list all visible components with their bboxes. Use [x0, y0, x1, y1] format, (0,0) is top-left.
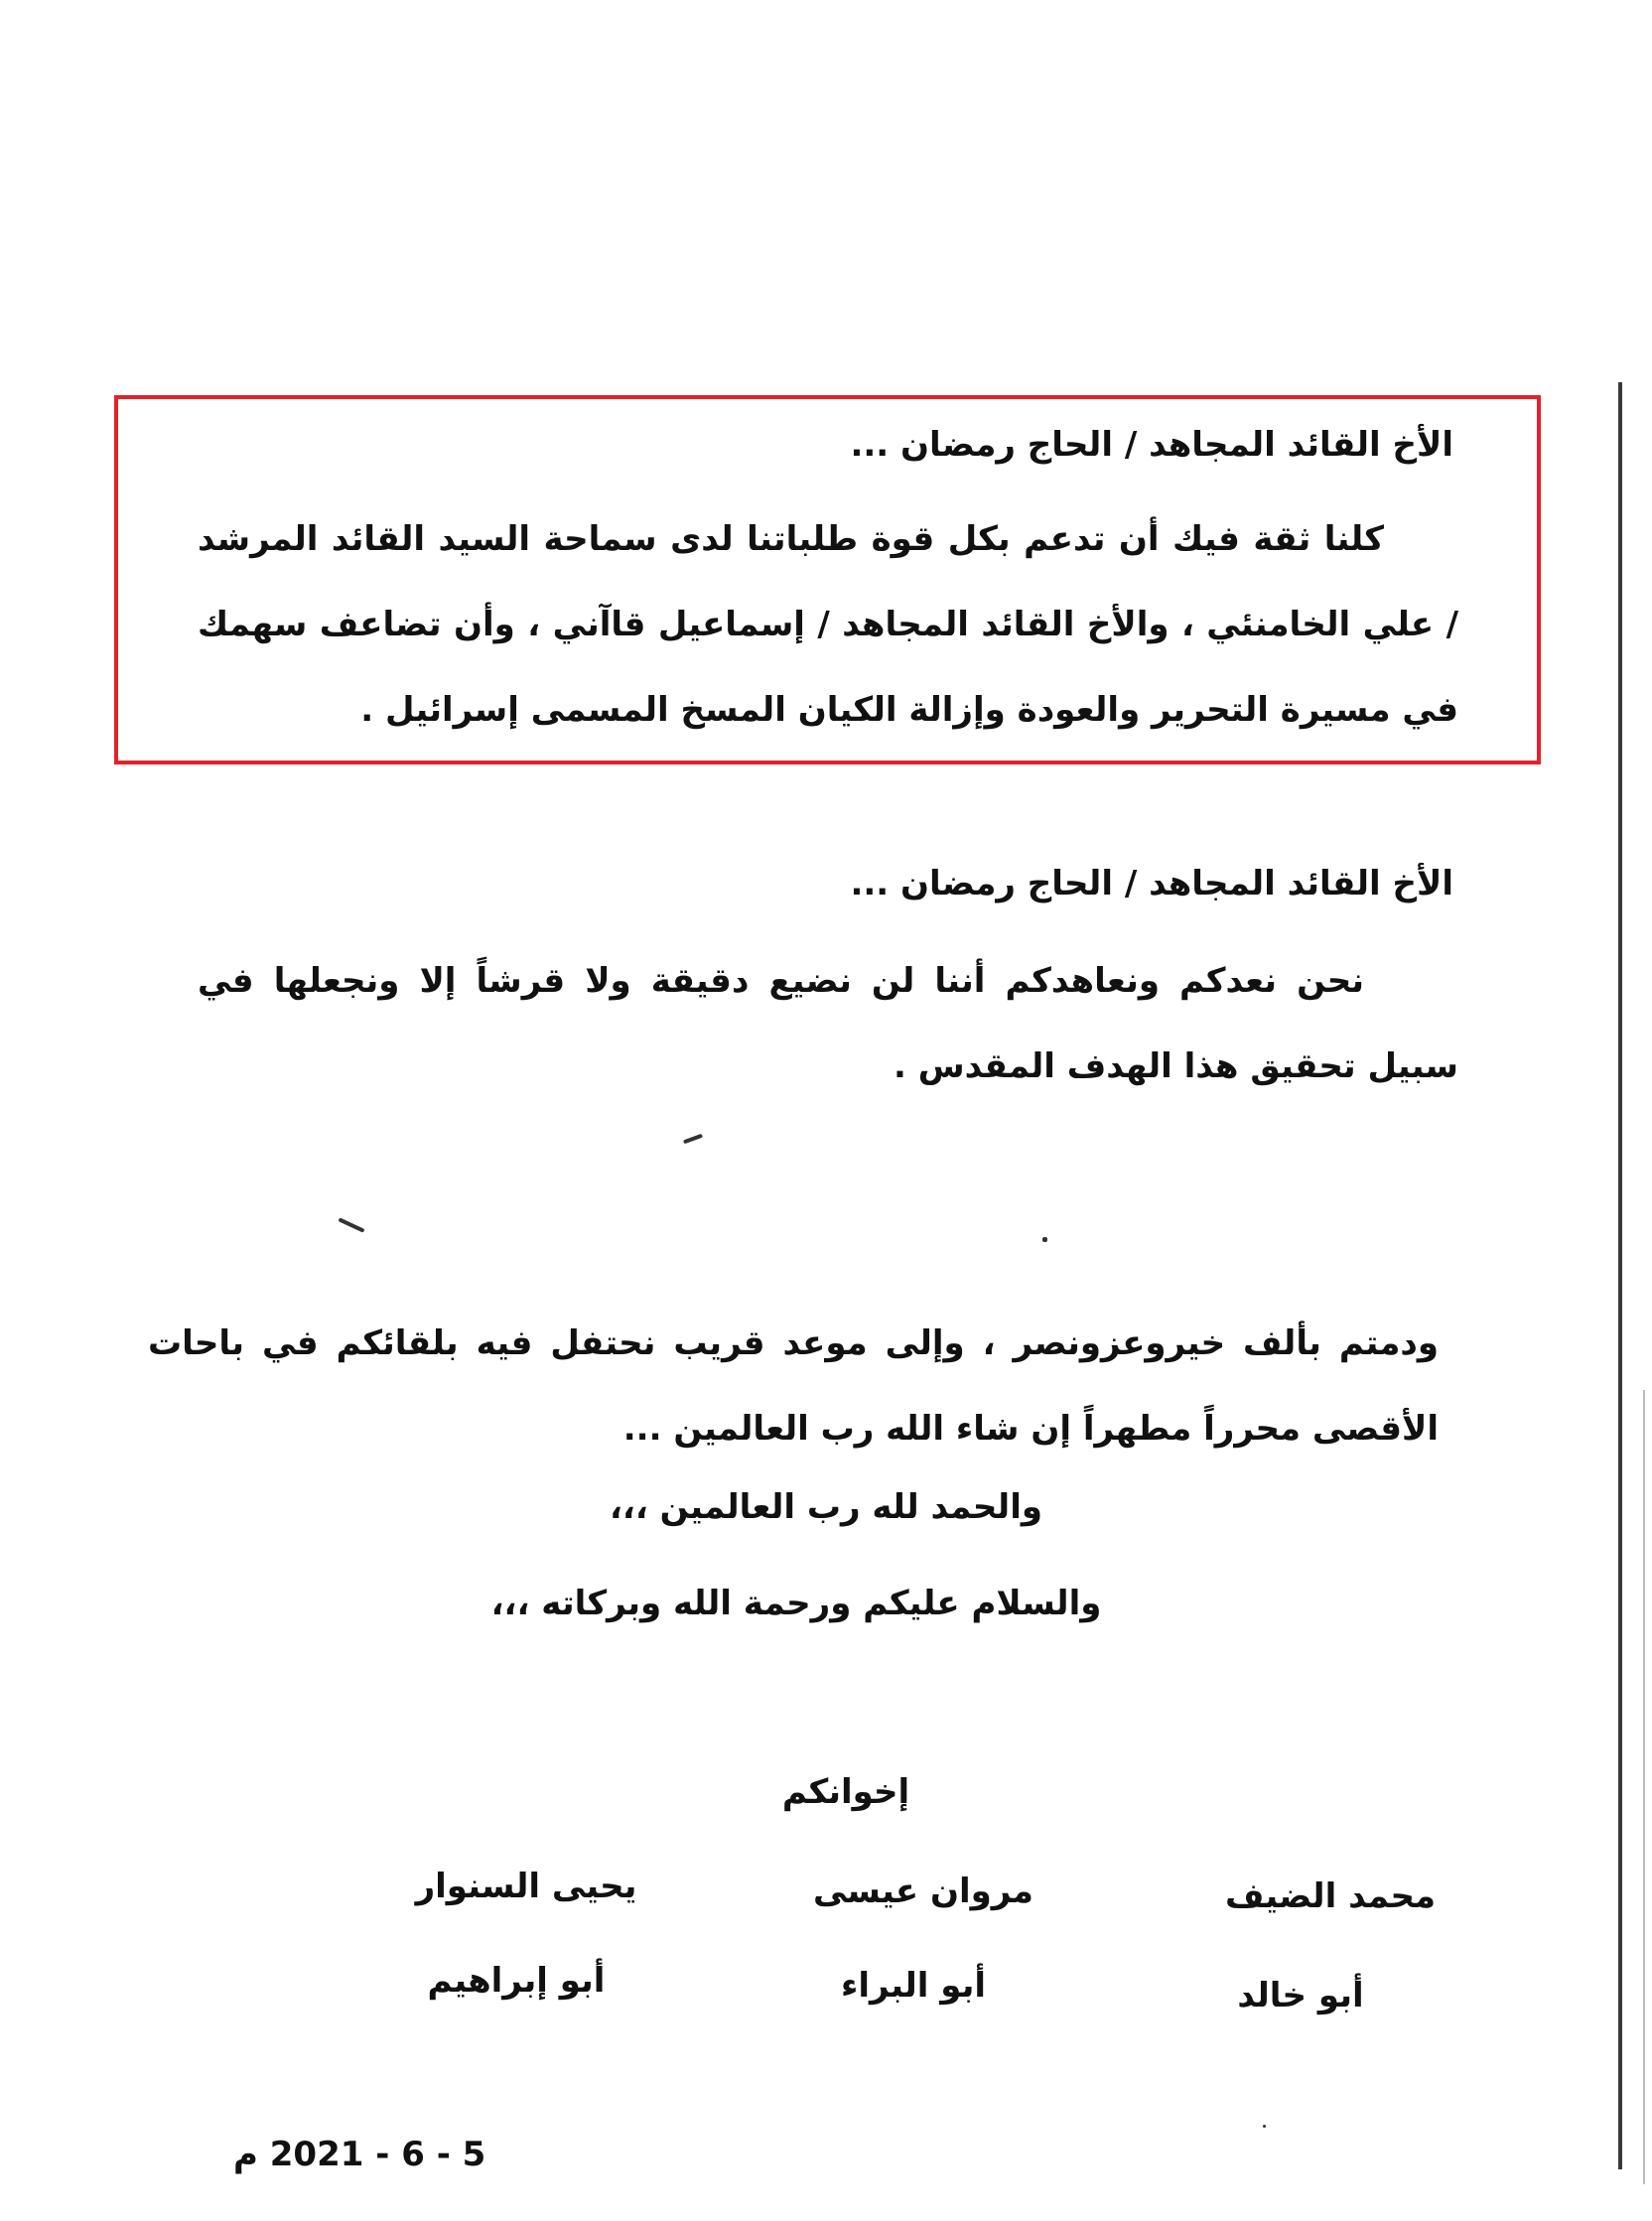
signatures-label: إخوانكم	[781, 1772, 910, 1812]
signature-kunya: أبو البراء	[840, 1966, 987, 2006]
block2-heading: الأخ القائد المجاهد / الحاج رمضان ...	[850, 864, 1453, 903]
block1-heading: الأخ القائد المجاهد / الحاج رمضان ...	[850, 425, 1453, 465]
signature-kunya: أبو إبراهيم	[427, 1961, 606, 2001]
scan-speck	[1263, 2125, 1266, 2128]
signature-name: مروان عيسى	[813, 1872, 1033, 1911]
closing-salutation: والسلام عليكم ورحمة الله وبركاته ،،،	[490, 1584, 1102, 1623]
signature-name: محمد الضيف	[1224, 1876, 1437, 1916]
block1-paragraph: كلنا ثقة فيك أن تدعم بكل قوة طلباتنا لدى سماحة السيد القائد المرشد / علي الخامنئي ، والأخ القائد المجاهد / إسماعيل قاآني ، وأن تضاعف سهمك في مسيرة التحرير والعودة وإزالة الكيان المسخ المسمى إسرائيل .	[198, 519, 1458, 730]
block2-paragraph: نحن نعدكم ونعاهدكم أننا لن نضيع دقيقة ولا قرشاً إلا ونجعلها في سبيل تحقيق هذا الهدف المقدس .	[198, 961, 1458, 1086]
signature-name: يحيى السنوار	[415, 1867, 637, 1906]
signature-kunya: أبو خالد	[1237, 1976, 1364, 2015]
scan-speck	[338, 1217, 364, 1232]
scan-speck	[1042, 1237, 1047, 1242]
closing-praise: والحمد لله رب العالمين ،،،	[609, 1487, 1042, 1527]
closing-paragraph: ودمتم بألف خيروعزونصر ، وإلى موعد قريب نحتفل فيه بلقائكم في باحات الأقصى محرراً مطهراً إن شاء الله رب العالمين ...	[148, 1323, 1439, 1449]
scan-edge-line	[1618, 382, 1622, 2169]
document-date: 5 - 6 - 2021 م	[233, 2135, 486, 2174]
scan-speck	[683, 1134, 703, 1145]
